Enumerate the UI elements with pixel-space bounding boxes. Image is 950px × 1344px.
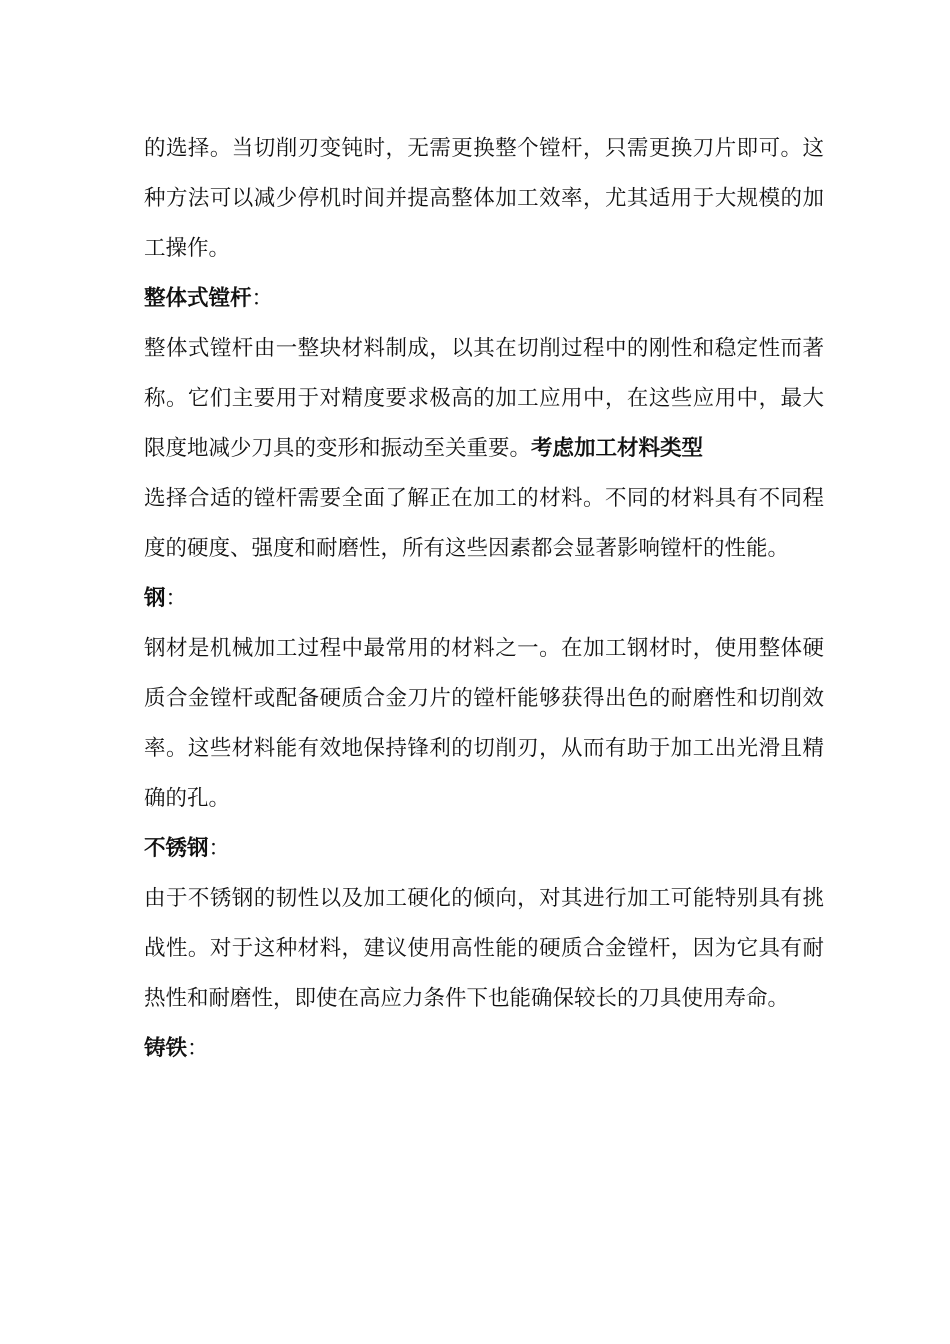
- heading-stainless-text: 不锈钢: [144, 836, 209, 861]
- paragraph-insert-tools: 的选择。当切削刃变钝时，无需更换整个镗杆，只需更换刀片即可。这种方法可以减少停机时间并提高整体加工效率，尤其适用于大规模的加工操作。: [144, 136, 824, 261]
- heading-colon: ：: [187, 1036, 209, 1061]
- paragraph-material: 选择合适的镗杆需要全面了解正在加工的材料。不同的材料具有不同程度的硬度、强度和耐磨性，所有这些因素都会显著影响镗杆的性能。: [144, 486, 824, 561]
- heading-colon: ：: [251, 286, 274, 311]
- heading-colon: ：: [165, 586, 188, 611]
- heading-castiron-text: 铸铁: [144, 1036, 188, 1061]
- document-body: [144, 124, 824, 1074]
- heading-integral-text: 整体式镗杆: [144, 286, 252, 311]
- paragraph-stainless: 由于不锈钢的韧性以及加工硬化的倾向，对其进行加工可能特别具有挑战性。对于这种材料，建议使用高性能的硬质合金镗杆，因为它具有耐热性和耐磨性，即使在高应力条件下也能确保较长的刀具使用寿命。: [144, 886, 824, 1011]
- section-heading-steel: [144, 574, 824, 624]
- heading-steel-text: 钢: [144, 586, 166, 611]
- paragraph-steel: 钢材是机械加工过程中最常用的材料之一。在加工钢材时，使用整体硬质合金镗杆或配备硬质合金刀片的镗杆能够获得出色的耐磨性和切削效率。这些材料能有效地保持锋利的切削刃，从而有助于加工出光滑且精确的孔。: [144, 636, 824, 811]
- heading-material-type: 考虑加工材料类型: [531, 436, 704, 461]
- section-heading-integral: [144, 274, 824, 324]
- section-heading-stainless: [144, 824, 824, 874]
- section-heading-castiron: [144, 1024, 824, 1074]
- paragraph-integral: [144, 324, 824, 474]
- heading-colon: ：: [208, 836, 231, 861]
- paragraph-integral-text: 整体式镗杆由一整块材料制成，以其在切削过程中的刚性和稳定性而著称。它们主要用于对精度要求极高的加工应用中，在这些应用中，最大限度地减少刀具的变形和振动至关重要。: [144, 336, 824, 461]
